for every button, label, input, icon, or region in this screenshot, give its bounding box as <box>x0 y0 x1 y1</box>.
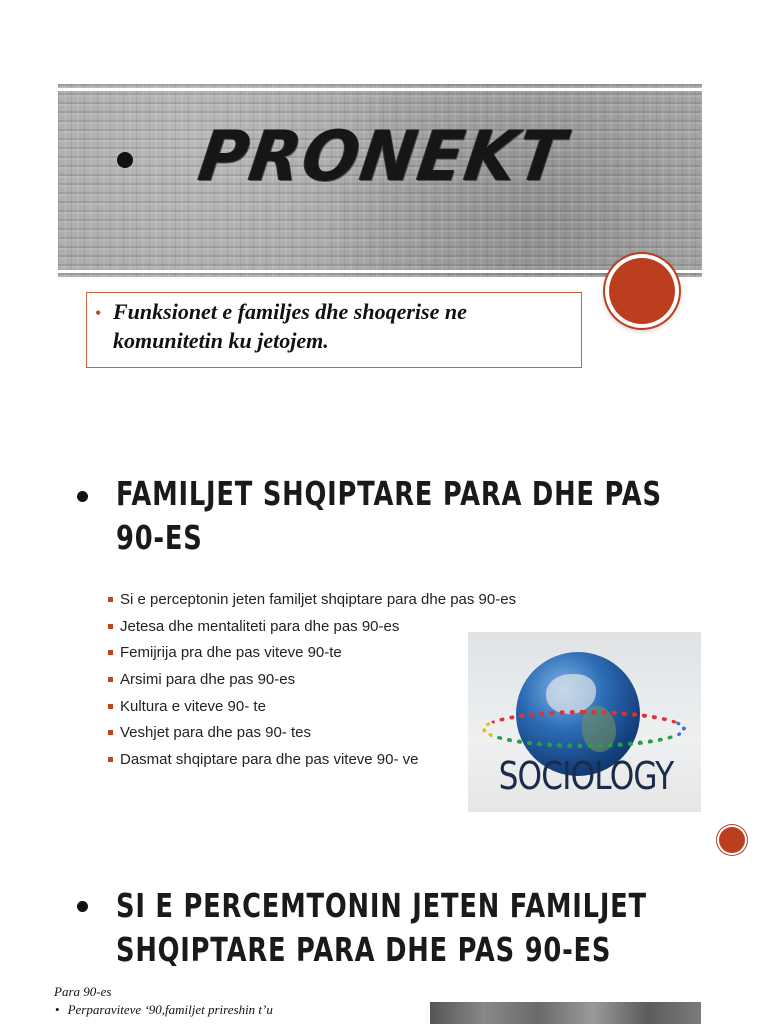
banner-rule-bottom <box>58 270 702 273</box>
people-ring-icon <box>482 710 686 748</box>
slide-topics <box>0 420 768 840</box>
bullet-dot: • <box>55 1002 60 1017</box>
title-bullet <box>117 152 133 168</box>
slide-perception <box>0 840 768 1024</box>
decorative-orb <box>609 258 675 324</box>
slide-title <box>0 0 768 420</box>
list-item: Femijrija pra dhe pas viteve 90-te <box>108 643 516 670</box>
square-bullet-icon <box>108 597 113 602</box>
slide-title-text: PRONEKT <box>194 116 572 197</box>
sociology-image <box>468 632 701 812</box>
subtitle-bullet: • <box>95 303 102 323</box>
banner-rule-top <box>58 88 702 91</box>
square-bullet-icon <box>108 704 113 709</box>
list-item: Jetesa dhe mentaliteti para dhe pas 90-es <box>108 617 516 644</box>
para-text: • Perparaviteve ‘90,familjet prireshin t’u <box>55 1002 273 1017</box>
list-item: Veshjet para dhe pas 90- tes <box>108 723 516 750</box>
photo-image <box>430 1002 701 1024</box>
subtitle-text: Funksionet e familjes dhe shoqerise ne komunitetin ku jetojem. <box>113 299 467 353</box>
square-bullet-icon <box>108 650 113 655</box>
slide-heading: FAMILJET SHQIPTARE PARA DHE PAS 90-ES <box>116 474 662 557</box>
list-item: Dasmat shqiptare para dhe pas viteve 90- ve <box>108 750 516 777</box>
sociology-caption: SOCIOLOGY <box>498 754 674 798</box>
subtitle-box <box>86 292 582 368</box>
square-bullet-icon <box>108 677 113 682</box>
list-item: Kultura e viteve 90- te <box>108 697 516 724</box>
list-item: Arsimi para dhe pas 90-es <box>108 670 516 697</box>
square-bullet-icon <box>108 624 113 629</box>
square-bullet-icon <box>108 730 113 735</box>
heading-bullet <box>77 491 88 502</box>
topic-list <box>108 590 516 777</box>
square-bullet-icon <box>108 757 113 762</box>
para-label: Para 90-es <box>54 984 112 999</box>
slide-heading: SI E PERCEMTONIN JETEN FAMILJET SHQIPTARE PARA DHE PAS 90-ES <box>116 886 647 969</box>
heading-bullet <box>77 901 88 912</box>
list-item: Si e perceptonin jeten familjet shqiptare para dhe pas 90-es <box>108 590 516 617</box>
